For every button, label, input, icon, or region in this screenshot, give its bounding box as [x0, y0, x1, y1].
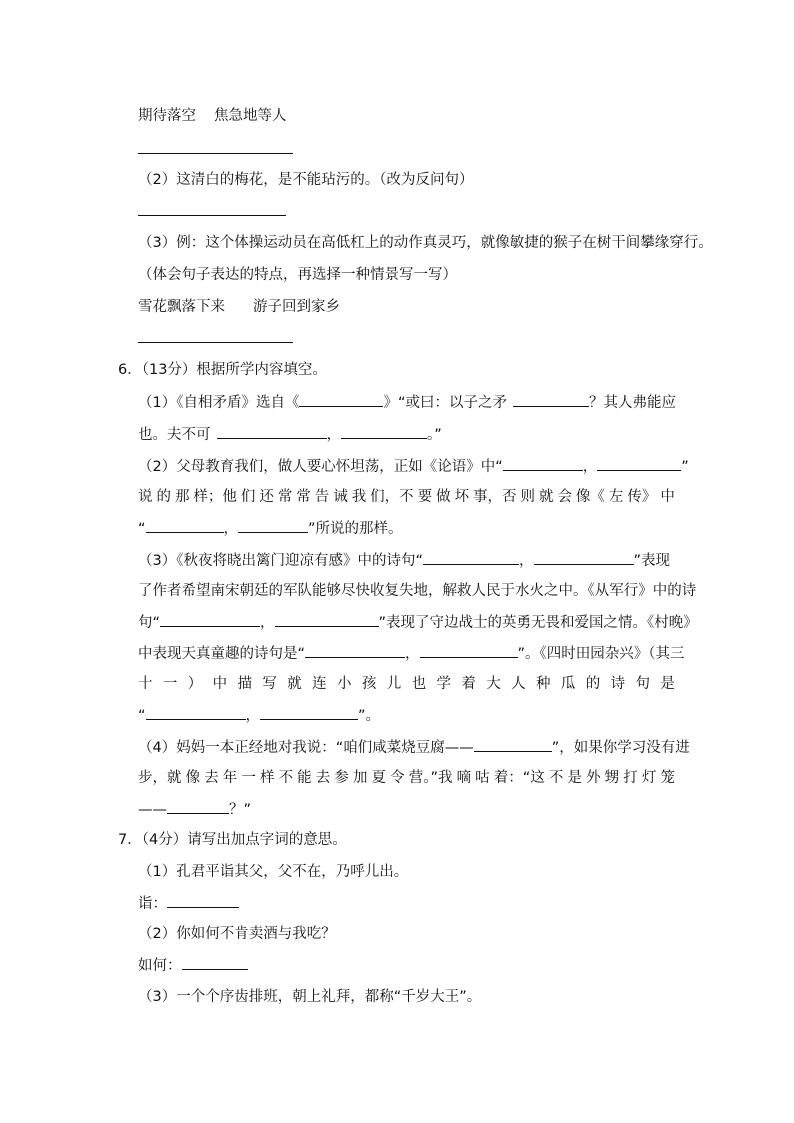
blank[interactable] — [420, 643, 518, 658]
text: 如何： — [138, 958, 182, 974]
blank[interactable] — [167, 893, 239, 908]
text: 也 — [411, 676, 427, 692]
text: 加 — [352, 770, 368, 786]
blank[interactable] — [238, 518, 308, 533]
text: 是 — [567, 770, 582, 786]
q6-part-3-line-5 — [138, 674, 675, 694]
text: ， — [519, 553, 534, 569]
text: —— — [138, 802, 167, 818]
text: 外 — [586, 770, 601, 786]
text: ， — [260, 615, 275, 631]
text: 参 — [334, 770, 349, 786]
blank[interactable] — [341, 424, 427, 439]
blank[interactable] — [299, 392, 383, 407]
blank[interactable] — [423, 550, 519, 565]
text: ”表现了守边战士的英勇无畏和爱国之情。《村晚》 — [378, 615, 698, 631]
blank[interactable] — [182, 955, 248, 970]
text: 就 — [287, 676, 302, 692]
text: 种 — [536, 676, 551, 692]
q5-sub-3-line-2: （体会句子表达的特点，再选择一种情景写一写） — [138, 267, 457, 283]
text: 诣： — [138, 896, 167, 912]
blank[interactable] — [534, 550, 634, 565]
text: ”。《四时田园杂兴》（其三 — [517, 646, 685, 662]
text: 描 — [237, 676, 252, 692]
text: 步，就 — [138, 770, 182, 786]
text: 一 — [241, 770, 256, 786]
text: 中表现天真童趣的诗句是“ — [138, 646, 306, 662]
text: 年 — [222, 770, 238, 786]
text: 十 — [138, 676, 153, 692]
text: 像 — [185, 770, 201, 786]
text: 诫 — [333, 489, 348, 505]
text: 》“或曰：以子之矛 — [383, 395, 507, 411]
text: 学 — [436, 676, 451, 692]
blank[interactable] — [275, 612, 379, 627]
text: 。” — [427, 427, 442, 443]
text: 常 — [277, 489, 293, 505]
text: 样；他 — [193, 489, 237, 505]
q6-part-1-line-1 — [138, 392, 676, 413]
text: 不 — [548, 770, 564, 786]
text: 句“ — [138, 615, 161, 631]
text: ？其人弗能应 — [589, 395, 676, 411]
q5-sub-2: （2）这清白的梅花，是不能玷污的。（改为反问句） — [138, 172, 474, 188]
option-text: 雪花飘落下来 — [138, 299, 225, 315]
text: 的 — [585, 676, 601, 692]
text: 灯 — [641, 770, 657, 786]
text: 一 — [162, 676, 178, 692]
text: ”。 — [358, 708, 381, 724]
text: 会 — [557, 489, 572, 505]
blank[interactable] — [503, 456, 583, 471]
q7-sub-2: （2）你如何不肯卖酒与我吃？ — [138, 926, 336, 942]
q6-part-3-line-1 — [138, 550, 670, 571]
q6-part-3-line-2: 了作者希望南宋朝廷的军队能够尽快收复失地，解救人民于水火之中。《从军行》中的诗 — [138, 583, 697, 599]
text: ， — [223, 521, 239, 537]
text: 就 — [538, 489, 554, 505]
text: ， — [245, 708, 261, 724]
text: 打 — [623, 770, 638, 786]
blank[interactable] — [167, 799, 229, 814]
text: 要 — [417, 489, 433, 505]
q7-sub-3: （3）一个个序齿排班，朝上礼拜，都称“千岁大王”。 — [138, 989, 482, 1005]
text: 像《 — [575, 489, 605, 505]
text: 我 — [351, 489, 367, 505]
text: 则 — [520, 489, 535, 505]
blank[interactable] — [160, 612, 260, 627]
text: 嘀 — [456, 770, 472, 786]
text: 连 — [312, 676, 327, 692]
answer-line[interactable] — [138, 153, 293, 154]
text: 们 — [240, 489, 256, 505]
text: 常 — [296, 489, 311, 505]
text: 还 — [259, 489, 274, 505]
text: 大 — [486, 676, 501, 692]
blank[interactable] — [146, 518, 224, 533]
text: 传》 — [627, 489, 657, 505]
text: 咕 — [475, 770, 490, 786]
text: 是 — [660, 676, 675, 692]
text: 诗 — [610, 676, 626, 692]
text: ”所说的那样。 — [308, 521, 403, 537]
q6-part-2-line-2 — [138, 487, 675, 507]
text: 着 — [461, 676, 476, 692]
blank[interactable] — [217, 424, 327, 439]
blank[interactable] — [146, 705, 246, 720]
text: “ — [138, 708, 146, 724]
text: （3）《秋夜将晓出篱门迎凉有感》中的诗句“ — [138, 553, 423, 569]
text: 儿 — [386, 676, 402, 692]
q7-sub-1: （1）孔君平诣其父，父不在，乃呼儿出。 — [138, 864, 409, 880]
text: ”表现 — [633, 553, 671, 569]
text: 坏 — [454, 489, 470, 505]
text: ” — [681, 459, 689, 475]
blank[interactable] — [474, 737, 552, 752]
option-text: 焦急地等人 — [214, 108, 287, 124]
text: 也。夫不可 — [138, 427, 211, 443]
answer-line[interactable] — [138, 342, 293, 343]
text: （4）妈妈一本正经地对我说：“咱们咸菜烧豆腐—— — [138, 740, 474, 756]
q6-part-4-line-1 — [138, 737, 690, 758]
text: ？” — [229, 802, 252, 818]
blank[interactable] — [597, 456, 681, 471]
answer-line[interactable] — [138, 215, 286, 216]
q6-part-3-line-4 — [138, 643, 685, 664]
text: ， — [405, 646, 420, 662]
text: 不 — [278, 770, 294, 786]
text: 去 — [204, 770, 219, 786]
text: 事，否 — [473, 489, 517, 505]
q5-options-line-3 — [138, 297, 340, 317]
q6-part-1-line-2 — [138, 424, 442, 445]
text: 营。”我 — [408, 770, 453, 786]
text: 小 — [337, 676, 352, 692]
option-text: 游子回到家乡 — [253, 299, 340, 315]
q6-part-2-line-1 — [138, 456, 689, 477]
text: 夏 — [371, 770, 387, 786]
text: 能 — [297, 770, 312, 786]
text: 们，不 — [370, 489, 414, 505]
text: ， — [582, 459, 598, 475]
text: 去 — [315, 770, 331, 786]
text: （1）《自相矛盾》选自《 — [138, 395, 300, 411]
text: 令 — [390, 770, 405, 786]
text: 笼 — [660, 770, 675, 786]
text: ） — [187, 676, 203, 692]
text: 做 — [436, 489, 451, 505]
text: 句 — [635, 676, 650, 692]
option-text: 期待落空 — [138, 108, 196, 124]
blank[interactable] — [305, 643, 405, 658]
text: “ — [138, 521, 146, 537]
text: 样 — [259, 770, 275, 786]
q6-part-4-line-3 — [138, 799, 251, 820]
q5-sub-3-line-1: （3）例：这个体操运动员在高低杠上的动作真灵巧，就像敏捷的猴子在树干间攀缘穿行。 — [138, 235, 713, 251]
text: 告 — [314, 489, 330, 505]
q6-part-4-line-2 — [138, 768, 675, 788]
q7-answer-1 — [138, 893, 239, 914]
text: 中 — [212, 676, 228, 692]
text: 中 — [660, 489, 675, 505]
text: 孩 — [361, 676, 377, 692]
text: 人 — [511, 676, 526, 692]
q7-answer-2 — [138, 955, 248, 976]
text: 写 — [262, 676, 277, 692]
q6-part-2-line-3 — [138, 518, 403, 539]
q5-options-line-1 — [138, 106, 287, 126]
blank[interactable] — [260, 705, 358, 720]
q6-part-3-line-3 — [138, 612, 698, 633]
text: 那 — [174, 489, 190, 505]
text: （2）父母教育我们，做人要心怀坦荡，正如《论语》中“ — [138, 459, 503, 475]
q7-heading: 7．（4分）请写出加点字词的意思。 — [118, 832, 347, 848]
text: 说 — [138, 489, 153, 505]
text: ”，如果你学习没有进 — [551, 740, 690, 756]
text: 瓜 — [560, 676, 576, 692]
q6-part-3-line-6 — [138, 705, 380, 726]
q6-heading: 6．（13分）根据所学内容填空。 — [118, 362, 327, 378]
text: ， — [326, 427, 341, 443]
text: 甥 — [604, 770, 620, 786]
text: 左 — [608, 489, 624, 505]
blank[interactable] — [513, 392, 589, 407]
text: 着：“这 — [493, 770, 545, 786]
text: 的 — [156, 489, 171, 505]
